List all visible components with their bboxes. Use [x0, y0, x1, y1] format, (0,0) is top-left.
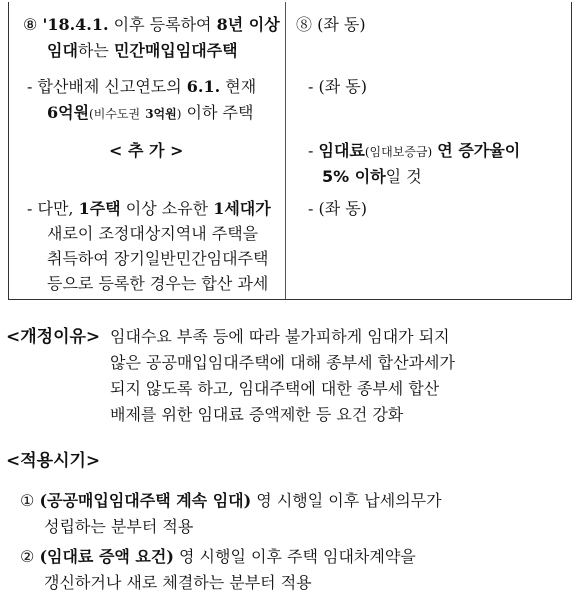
rate-bold: 5% 이하 [322, 167, 386, 186]
rent-increase-bold: 연 증가율이 [437, 141, 521, 160]
reason-line-1: 임대수요 부족 등에 따라 불가피하게 임대가 되지 [110, 327, 450, 346]
effective-heading: <적용시기> [6, 451, 101, 471]
item-8-bold3: 민간매입임대주택 [113, 41, 238, 60]
cond3-line4: 등으로 등록한 경우는 합산 과세 [47, 274, 269, 293]
cond1-amount: 6억원 [47, 103, 90, 122]
same-as-left: (좌 동) [317, 15, 366, 34]
item-8-line2 [47, 38, 238, 64]
item-8-bold: 8년 이상 [216, 15, 280, 34]
current-column [9, 2, 286, 299]
item-marker: ② [20, 547, 35, 566]
cond1-paren-close: ) [176, 107, 182, 121]
effective-item-1-line2: 성립하는 분부터 적용 [44, 517, 194, 536]
cond1-paren-amount: 3억원 [145, 107, 177, 121]
item-8-text: 이후 등록하여 [113, 15, 212, 34]
item-8-line1 [23, 12, 280, 38]
dash: - [27, 77, 33, 96]
rev-item-8 [296, 12, 366, 38]
effective-item-2-text: 영 시행일 이후 주택 임대차계약을 [179, 547, 416, 566]
revised-column [286, 2, 571, 299]
reason-heading: <개정이유> [6, 327, 101, 347]
effective-item-2-line1 [20, 544, 416, 570]
dash: - [308, 199, 314, 218]
rev-cond2-line2 [322, 164, 422, 190]
cond3-text2: 이상 소유한 [125, 199, 209, 218]
cond1-line2 [47, 100, 253, 127]
reason-line-4: 배제를 위한 임대료 증액제한 등 요건 강화 [110, 405, 404, 424]
reason-line-2: 않은 공공매입임대주택에 대해 종부세 합산과세가 [110, 353, 455, 372]
item-marker: ⑧ [23, 15, 38, 34]
comparison-table [8, 2, 572, 300]
rev-cond1 [308, 74, 367, 100]
effective-item-2-line2: 갱신하거나 새로 체결하는 분부터 적용 [44, 573, 312, 592]
effective-item-1-text: 영 시행일 이후 납세의무가 [256, 491, 442, 510]
item-marker: ① [20, 491, 35, 510]
cond1-text2: 현재 [225, 77, 257, 96]
rev-cond3 [308, 196, 367, 222]
item-8-bold2: 임대 [47, 41, 78, 60]
rate-end: 일 것 [385, 167, 422, 186]
reason-line-3: 되지 않도록 하고, 임대주택에 대한 종부세 합산 [110, 379, 440, 398]
cond1-text: 합산배제 신고연도의 [37, 77, 182, 96]
cond1-line1 [27, 74, 256, 100]
rent-bold: 임대료 [318, 141, 365, 160]
cond3-bold: 1주택 [78, 199, 121, 218]
dash: - [308, 141, 314, 160]
cond3-line3: 취득하여 장기일반민간임대주택 [47, 249, 269, 268]
same-as-left: (좌 동) [318, 77, 367, 96]
added-label: < 추 가 > [109, 141, 184, 160]
item-8-text2: 하는 [77, 41, 109, 60]
cond3-bold2: 1세대가 [213, 199, 271, 218]
same-as-left: (좌 동) [318, 199, 367, 218]
dash: - [308, 77, 314, 96]
effective-item-1-title: (공공매입임대주택 계속 임대) [39, 491, 252, 510]
effective-item-2-title: (임대료 증액 요건) [39, 547, 174, 566]
rent-paren: (임대보증금) [364, 145, 433, 159]
cond3-line1 [27, 196, 271, 222]
dash: - [27, 199, 33, 218]
cond3-line2: 새로이 조정대상지역내 주택을 [47, 224, 259, 243]
cond1-paren: (비수도권 [89, 107, 141, 121]
effective-item-1-line1 [20, 488, 442, 514]
cond3-text: 다만, [37, 199, 74, 218]
date-text: '18.4.1. [42, 15, 109, 34]
cond1-end: 이하 주택 [186, 103, 254, 122]
item-marker: ⑧ [296, 15, 313, 34]
cond1-date: 6.1. [186, 77, 221, 96]
rev-cond2-line1 [308, 138, 520, 165]
